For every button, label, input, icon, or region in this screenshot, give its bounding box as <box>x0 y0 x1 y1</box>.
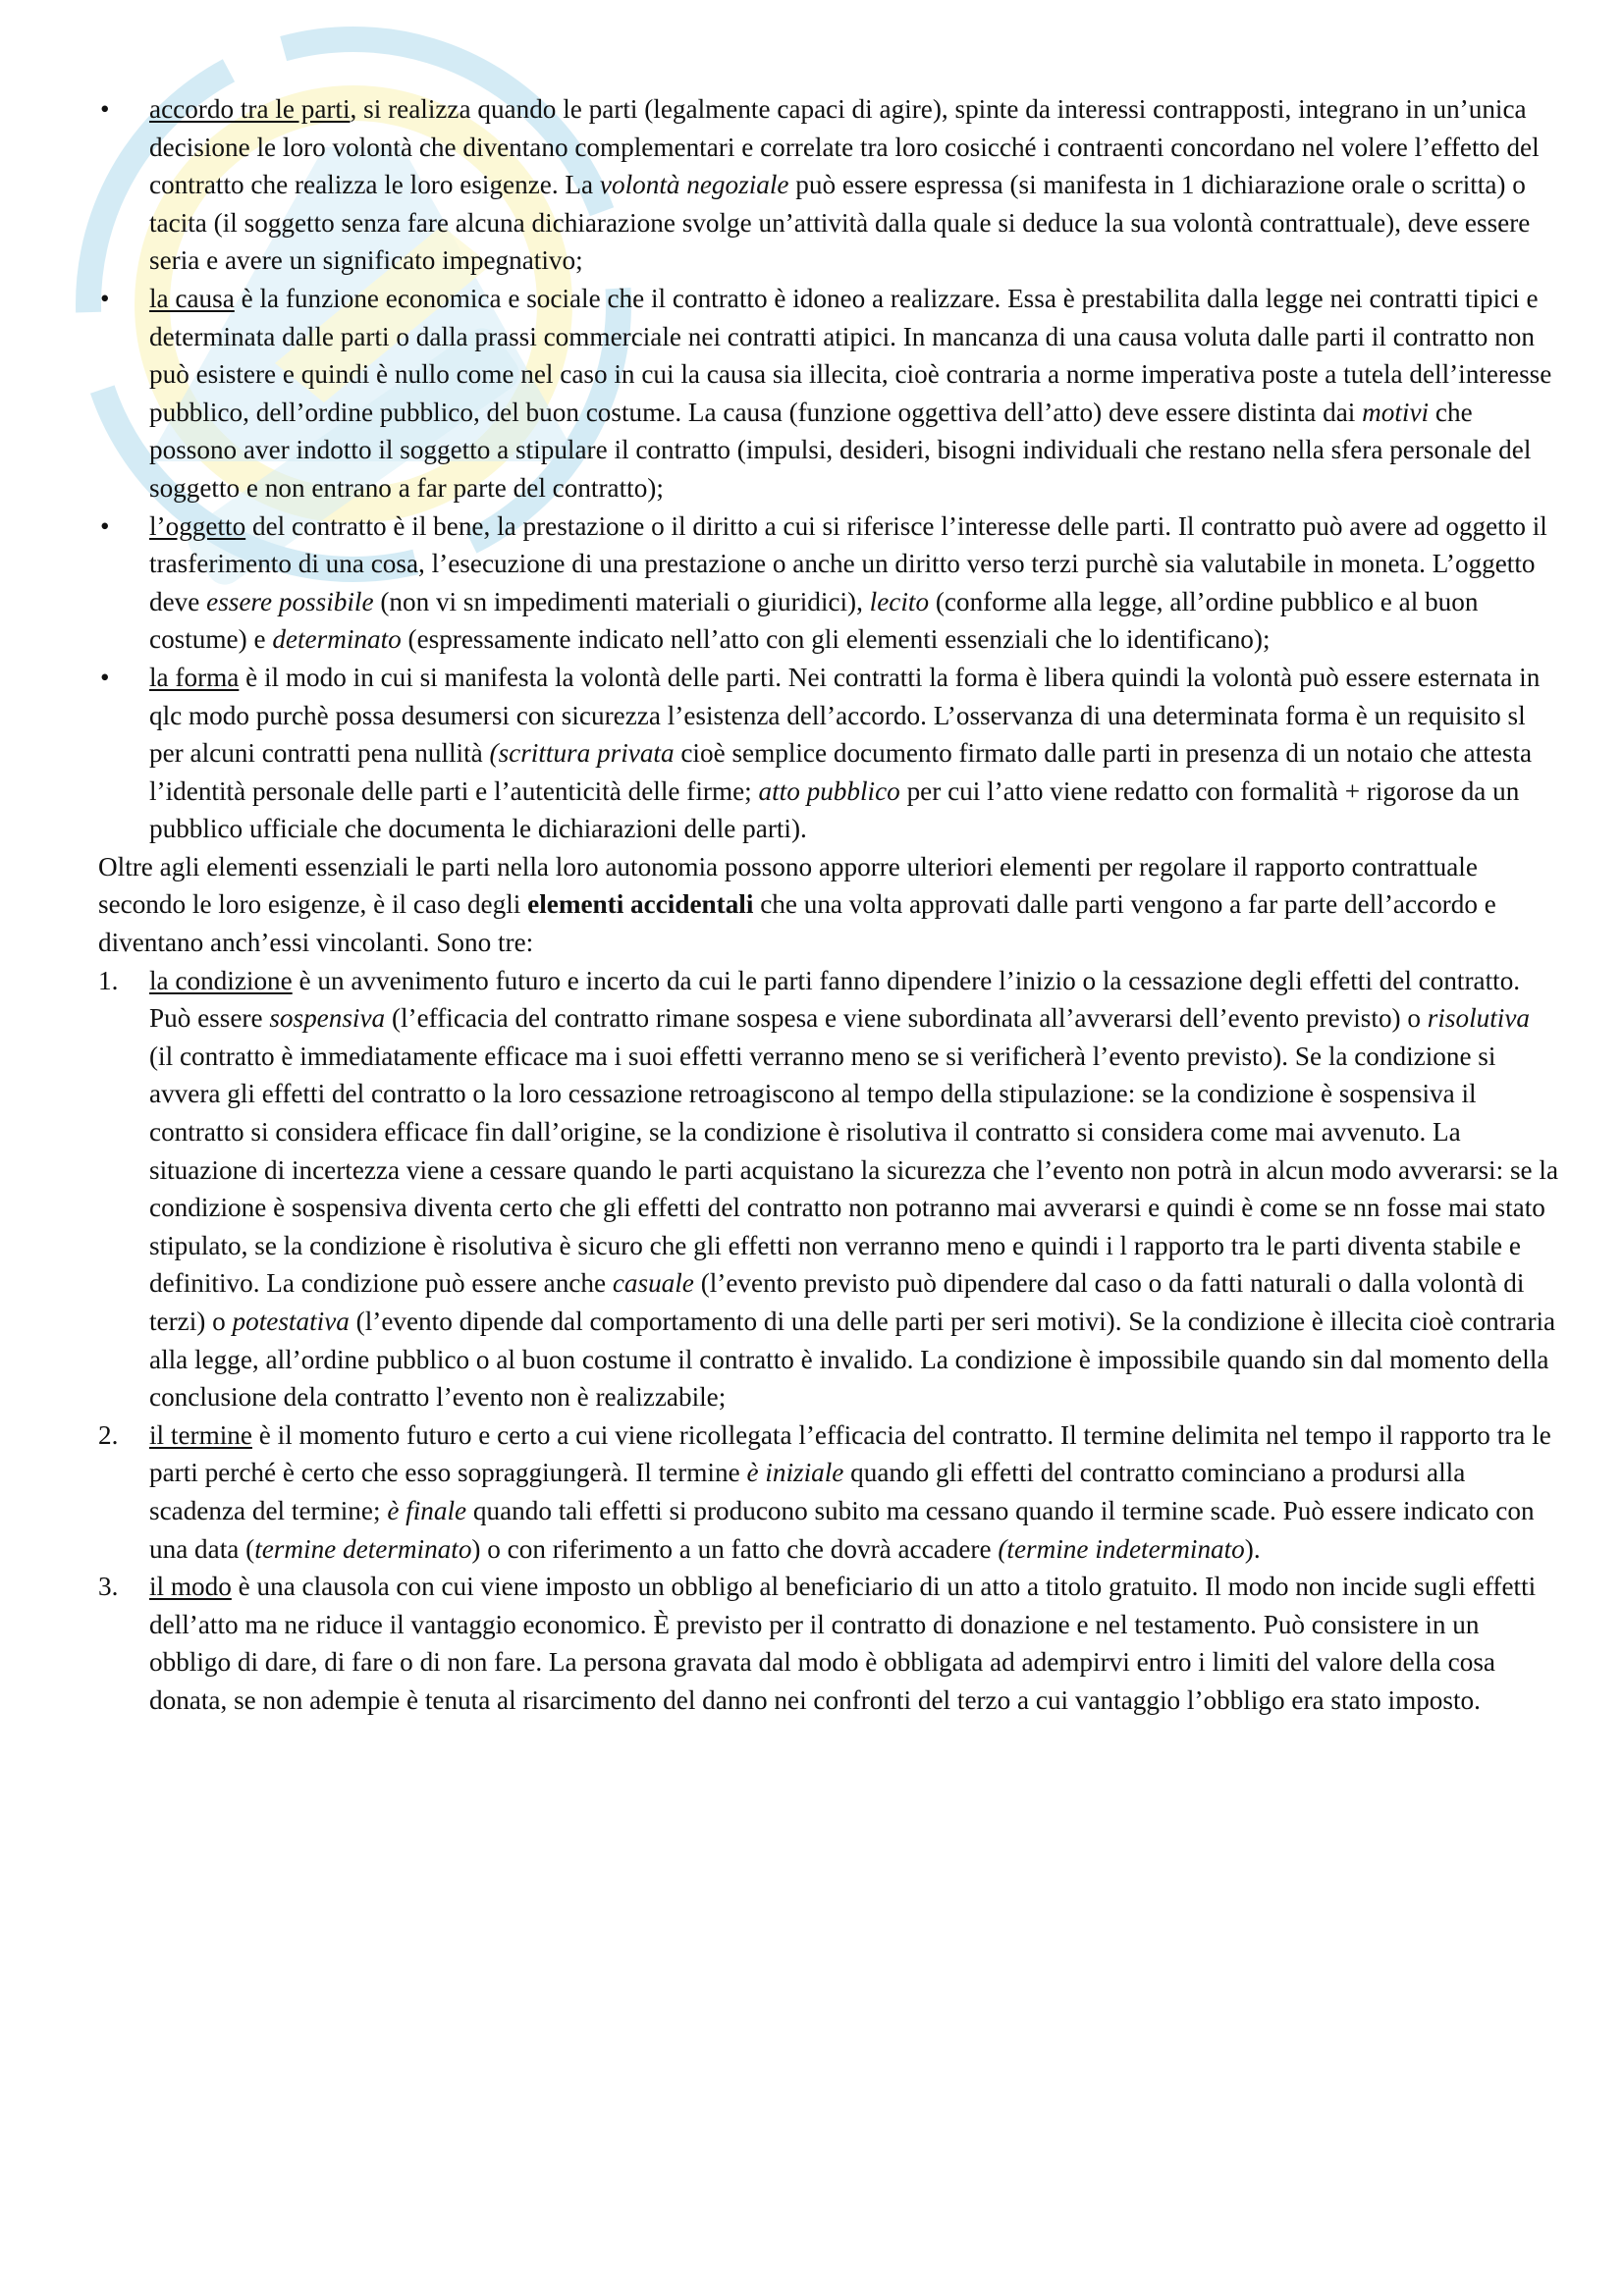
item-text: (l’evento dipende dal comportamento di una delle parti per seri motivi). Se la condizione è illecita cioè contraria alla legge, all’ordine pubblico o al buon costume il contratto è invalido. La condizione è impossibile quando sin dal momento della conclusione dela contratto l’evento non è realizzabile; <box>149 1307 1556 1413</box>
item-text: ) o con riferimento a un fatto che dovrà accadere <box>471 1533 999 1564</box>
numbered-item <box>98 1416 1559 1568</box>
term-underlined: l’oggetto <box>149 510 246 541</box>
term-underlined: la condizione <box>149 965 293 995</box>
list-item <box>98 280 1559 507</box>
item-text: è una clausola con cui viene imposto un obbligo al beneficiario di un atto a titolo gratuito. Il modo non incide sugli effetti dell’atto ma ne riduce il vantaggio economico. È previsto per il contratto di donazione e nel testamento. Può consistere in un obbligo di dare, di fare o di non fare. La persona gravata dal modo è obbligata ad adempirvi entro i limiti del valore della cosa donata, se non adempie è tenuta al risarcimento del danno nei confronti del terzo a cui vantaggio l’obbligo era stato imposto. <box>149 1572 1537 1715</box>
item-text: (l’evento previsto può dipendere dal caso o da fatti naturali o dalla volontà di terzi) o <box>149 1268 1525 1336</box>
term-underlined: accordo tra le parti <box>149 94 351 124</box>
number-marker: 1. <box>98 965 119 995</box>
italic-term: termine determinato <box>254 1533 472 1564</box>
item-text: che possono aver indotto il soggetto a stipulare il contratto (impulsi, desideri, bisogni individuali che restano nella sfera personale del soggetto e non entrano a far parte del contratto); <box>149 397 1532 503</box>
item-text: è un avvenimento futuro e incerto da cui le parti fanno dipendere l’inizio o la cessazione degli effetti del contratto. Può essere <box>149 965 1521 1034</box>
numbered-item <box>98 962 1559 1416</box>
term-underlined: la causa <box>149 283 235 313</box>
italic-term: è iniziale <box>746 1458 844 1488</box>
item-text: quando gli effetti del contratto cominciano a prodursi alla scadenza del termine; <box>149 1458 1466 1525</box>
list-item <box>98 507 1559 659</box>
paragraph-text: che una volta approvati dalle parti vengono a far parte dell’accordo e diventano anch’essi vincolanti. Sono tre: <box>98 889 1496 958</box>
italic-term: è finale <box>387 1495 467 1525</box>
list-item <box>98 90 1559 280</box>
bold-term: elementi accidentali <box>527 889 754 920</box>
bullet-marker: • <box>100 662 110 692</box>
item-text: (espressamente indicato nell’atto con gli elementi essenziali che lo identificano); <box>401 624 1271 655</box>
item-text: quando tali effetti si producono subito ma cessano quando il termine scade. Può essere indicato con una data ( <box>149 1495 1535 1564</box>
italic-term: atto pubblico <box>758 775 900 806</box>
item-text: (l’efficacia del contratto rimane sospesa e viene subordinata all’avverarsi dell’evento previsto) o <box>385 1003 1428 1034</box>
item-text: ). <box>1244 1533 1261 1564</box>
number-marker: 3. <box>98 1572 119 1602</box>
italic-term: determinato <box>272 624 402 655</box>
intro-paragraph <box>98 848 1559 962</box>
italic-term: essere possibile <box>206 586 374 616</box>
bullet-marker: • <box>100 283 110 313</box>
item-text: (conforme alla legge, all’ordine pubblico e al buon costume) e <box>149 586 1479 655</box>
italic-term: (termine indeterminato <box>998 1533 1245 1564</box>
document-page <box>98 90 1559 1720</box>
italic-term: volontà negoziale <box>599 170 789 200</box>
bullet-marker: • <box>100 510 110 541</box>
bullet-marker: • <box>100 94 110 124</box>
item-text: è il momento futuro e certo a cui viene ricollegata l’efficacia del contratto. Il termine delimita nel tempo il rapporto tra le parti perché è certo che esso sopraggiungerà. Il termine <box>149 1419 1551 1488</box>
item-text: può essere espressa (si manifesta in 1 dichiarazione orale o scritta) o tacita (il soggetto senza fare alcuna dichiarazione svolge un’attività dalla quale si deduce la sua volontà contrattuale), deve essere seria e avere un significato impegnativo; <box>149 170 1531 276</box>
list-item <box>98 659 1559 848</box>
item-text: (il contratto è immediatamente efficace ma i suoi effetti verranno meno se si verificherà l’evento previsto). Se la condizione si avvera gli effetti del contratto o la loro cessazione retroagiscono al tempo della stipulazione: se la condizione è sospensiva il contratto si considera efficace fin dall’origine, se la condizione è risolutiva il contratto si considera come mai avvenuto. La situazione di incertezza viene a cessare quando le parti acquistano la sicurezza che l’evento non potrà in alcun modo avverarsi: se la condizione è sospensiva diventa certo che gli effetti del contratto non potranno mai avverarsi e quindi è come se nn fosse mai stato stipulato, se la condizione è risolutiva è sicuro che gli effetti non verranno meno e quindi i l rapporto tra le parti diventa stabile e definitivo. La condizione può essere anche <box>149 1041 1559 1299</box>
term-underlined: il termine <box>149 1419 252 1450</box>
item-text: è il modo in cui si manifesta la volontà delle parti. Nei contratti la forma è libera quindi la volontà può essere esternata in qlc modo purchè possa desumersi con sicurezza l’esistenza dell’accordo. L’osservanza di una determinata forma è un requisito sl per alcuni contratti pena nullità <box>149 662 1541 769</box>
italic-term: casuale <box>612 1268 694 1299</box>
term-underlined: il modo <box>149 1572 232 1602</box>
italic-term: risolutiva <box>1427 1003 1531 1034</box>
item-text: del contratto è il bene, la prestazione o il diritto a cui si riferisce l’interesse delle parti. Il contratto può avere ad oggetto il trasferimento di una cosa, l’esecuzione di una prestazione o anche un diritto verso terzi purchè sia valutabile in moneta. L’oggetto deve <box>149 510 1547 616</box>
italic-term: motivi <box>1362 397 1430 427</box>
term-underlined: la forma <box>149 662 240 692</box>
number-marker: 2. <box>98 1419 119 1450</box>
italic-term: potestativa <box>232 1307 350 1336</box>
italic-term: (scrittura privata <box>489 738 675 769</box>
item-text: per cui l’atto viene redatto con formalità + rigorose da un pubblico ufficiale che documenta le dichiarazioni delle parti). <box>149 775 1520 844</box>
item-text: , si realizza quando le parti (legalmente capaci di agire), spinte da interessi contrapposti, integrano in un’unica decisione le loro volontà che diventano complementari e correlate tra loro cosicché i contraenti concordano nel volere l’effetto del contratto che realizza le loro esigenze. La <box>149 94 1540 200</box>
italic-term: sospensiva <box>269 1003 386 1034</box>
italic-term: lecito <box>869 586 930 616</box>
item-text: è la funzione economica e sociale che il contratto è idoneo a realizzare. Essa è prestabilita dalla legge nei contratti tipici e determinata dalle parti o dalla prassi commerciale nei contratti atipici. In mancanza di una causa voluta dalle parti il contratto non può esistere e quindi è nullo come nel caso in cui la causa sia illecita, cioè contraria a norme imperativa poste a tutela dell’interesse pubblico, dell’ordine pubblico, del buon costume. La causa (funzione oggettiva dell’atto) deve essere distinta dai <box>149 283 1552 427</box>
item-text: (non vi sn impedimenti materiali o giuridici), <box>373 586 870 616</box>
paragraph-text: Oltre agli elementi essenziali le parti nella loro autonomia possono apporre ulteriori elementi per regolare il rapporto contrattuale secondo le loro esigenze, è il caso degli <box>98 851 1478 920</box>
numbered-item <box>98 1568 1559 1719</box>
item-text: cioè semplice documento firmato dalle parti in presenza di un notaio che attesta l’identità personale delle parti e l’autenticità delle firme; <box>149 738 1533 806</box>
